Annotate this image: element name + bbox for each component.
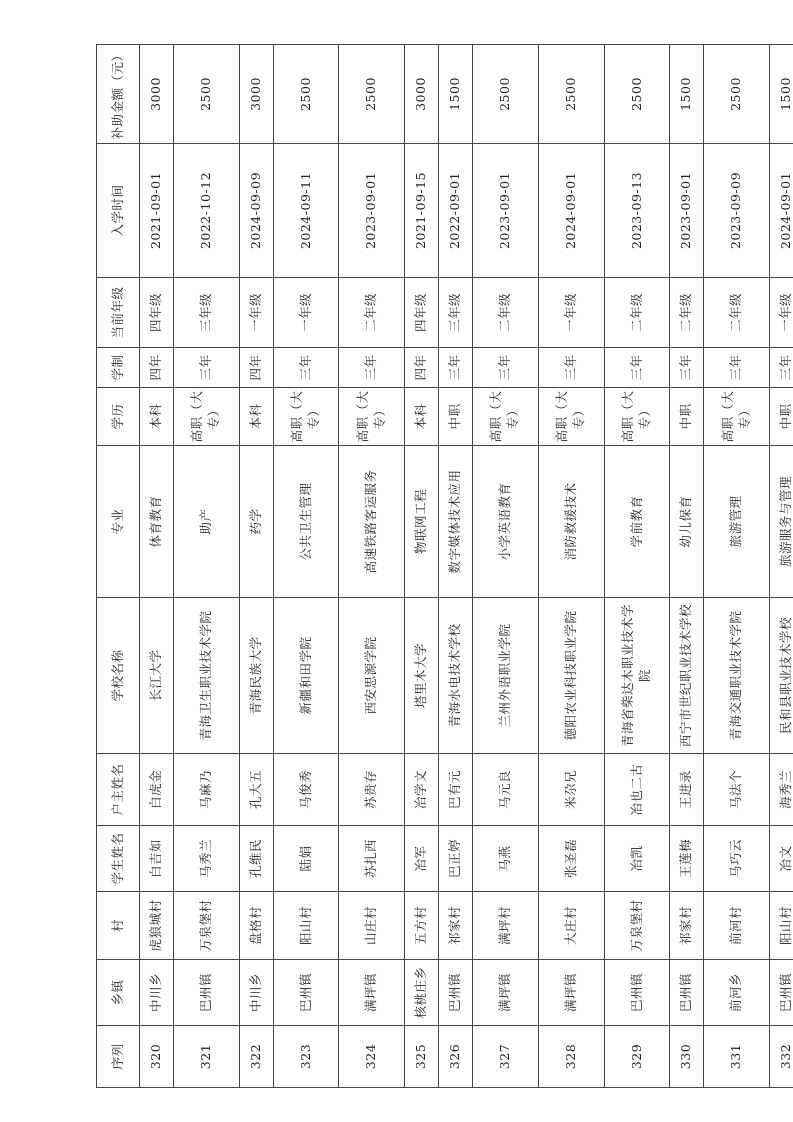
cell-school: 青海省柴达木职业技术学院 bbox=[604, 598, 670, 754]
col-header-householder: 户主姓名 bbox=[97, 754, 140, 826]
cell-amount: 1500 bbox=[670, 45, 704, 144]
col-header-education: 学历 bbox=[97, 388, 140, 446]
cell-householder: 苏贵存 bbox=[339, 754, 405, 826]
cell-village: 山庄村 bbox=[339, 892, 405, 960]
cell-major: 物联网工程 bbox=[405, 446, 439, 598]
cell-village: 万泉堡村 bbox=[173, 892, 239, 960]
cell-major: 小学英语教育 bbox=[472, 446, 538, 598]
cell-duration: 三年 bbox=[604, 348, 670, 388]
table-row bbox=[472, 45, 538, 1088]
cell-village: 阳山村 bbox=[273, 892, 339, 960]
cell-seq: 325 bbox=[405, 1026, 439, 1088]
cell-householder: 马元良 bbox=[472, 754, 538, 826]
cell-village: 万泉堡村 bbox=[604, 892, 670, 960]
cell-householder: 孔大五 bbox=[239, 754, 273, 826]
cell-school: 青海交通职业技术学院 bbox=[704, 598, 770, 754]
col-header-duration: 学制 bbox=[97, 348, 140, 388]
cell-enroll: 2024-09-11 bbox=[273, 144, 339, 278]
cell-grade: 三年级 bbox=[439, 278, 473, 348]
cell-education: 高职（大专） bbox=[173, 388, 239, 446]
cell-major: 旅游管理 bbox=[704, 446, 770, 598]
table-row bbox=[439, 45, 473, 1088]
table-row bbox=[239, 45, 273, 1088]
cell-grade: 二年级 bbox=[704, 278, 770, 348]
cell-enroll: 2024-09-09 bbox=[239, 144, 273, 278]
cell-major: 数字媒体技术应用 bbox=[439, 446, 473, 598]
cell-student: 陆娟 bbox=[273, 826, 339, 892]
cell-school: 兰州外语职业学院 bbox=[472, 598, 538, 754]
col-header-town: 乡镇 bbox=[97, 960, 140, 1026]
cell-householder: 马法个 bbox=[704, 754, 770, 826]
cell-town: 满坪镇 bbox=[538, 960, 604, 1026]
cell-education: 高职（大专） bbox=[538, 388, 604, 446]
cell-school: 新疆和田学院 bbox=[273, 598, 339, 754]
cell-village: 盘格村 bbox=[239, 892, 273, 960]
cell-town: 巴州镇 bbox=[670, 960, 704, 1026]
cell-grade: 一年级 bbox=[239, 278, 273, 348]
cell-student: 白吉如 bbox=[140, 826, 174, 892]
col-header-village: 村 bbox=[97, 892, 140, 960]
cell-town: 核桃庄乡 bbox=[405, 960, 439, 1026]
cell-town: 巴州镇 bbox=[770, 960, 793, 1026]
cell-town: 满坪镇 bbox=[339, 960, 405, 1026]
cell-grade: 一年级 bbox=[770, 278, 793, 348]
cell-student: 马秀兰 bbox=[173, 826, 239, 892]
cell-duration: 三年 bbox=[439, 348, 473, 388]
cell-student: 冶文 bbox=[770, 826, 793, 892]
cell-amount: 3000 bbox=[140, 45, 174, 144]
cell-school: 西安思源学院 bbox=[339, 598, 405, 754]
cell-village: 前河村 bbox=[704, 892, 770, 960]
cell-major: 旅游服务与管理 bbox=[770, 446, 793, 598]
cell-duration: 四年 bbox=[140, 348, 174, 388]
cell-grade: 四年级 bbox=[140, 278, 174, 348]
cell-village: 五方村 bbox=[405, 892, 439, 960]
cell-duration: 三年 bbox=[770, 348, 793, 388]
cell-seq: 329 bbox=[604, 1026, 670, 1088]
table-body bbox=[140, 45, 793, 1088]
cell-seq: 321 bbox=[173, 1026, 239, 1088]
cell-enroll: 2021-09-01 bbox=[140, 144, 174, 278]
cell-village: 大庄村 bbox=[538, 892, 604, 960]
cell-school: 青海民族大学 bbox=[239, 598, 273, 754]
cell-grade: 一年级 bbox=[273, 278, 339, 348]
cell-grade: 一年级 bbox=[538, 278, 604, 348]
col-header-school: 学校名称 bbox=[97, 598, 140, 754]
cell-duration: 三年 bbox=[472, 348, 538, 388]
cell-education: 本科 bbox=[140, 388, 174, 446]
table-row bbox=[339, 45, 405, 1088]
col-header-seq: 序列 bbox=[97, 1026, 140, 1088]
cell-education: 高职（大专） bbox=[273, 388, 339, 446]
cell-education: 本科 bbox=[405, 388, 439, 446]
cell-major: 消防救援技术 bbox=[538, 446, 604, 598]
header-row bbox=[97, 45, 140, 1088]
cell-student: 张圣磊 bbox=[538, 826, 604, 892]
table-row bbox=[273, 45, 339, 1088]
cell-major: 药学 bbox=[239, 446, 273, 598]
cell-student: 冶军 bbox=[405, 826, 439, 892]
cell-duration: 三年 bbox=[273, 348, 339, 388]
cell-school: 青海水电技术学校 bbox=[439, 598, 473, 754]
cell-grade: 四年级 bbox=[405, 278, 439, 348]
table-row bbox=[405, 45, 439, 1088]
cell-town: 中川乡 bbox=[140, 960, 174, 1026]
cell-amount: 3000 bbox=[239, 45, 273, 144]
cell-duration: 三年 bbox=[704, 348, 770, 388]
cell-duration: 三年 bbox=[173, 348, 239, 388]
cell-enroll: 2022-09-01 bbox=[439, 144, 473, 278]
cell-student: 马巧云 bbox=[704, 826, 770, 892]
col-header-major: 专业 bbox=[97, 446, 140, 598]
cell-major: 学前教育 bbox=[604, 446, 670, 598]
table-row bbox=[704, 45, 770, 1088]
cell-enroll: 2022-10-12 bbox=[173, 144, 239, 278]
cell-major: 公共卫生管理 bbox=[273, 446, 339, 598]
cell-enroll: 2023-09-09 bbox=[704, 144, 770, 278]
cell-education: 本科 bbox=[239, 388, 273, 446]
col-header-amount: 补助金额（元） bbox=[97, 45, 140, 144]
cell-education: 中职 bbox=[670, 388, 704, 446]
cell-student: 巴正婷 bbox=[439, 826, 473, 892]
table-row bbox=[140, 45, 174, 1088]
cell-school: 德阳农业科技职业学院 bbox=[538, 598, 604, 754]
cell-enroll: 2023-09-01 bbox=[472, 144, 538, 278]
cell-village: 虎狼城村 bbox=[140, 892, 174, 960]
cell-amount: 3000 bbox=[405, 45, 439, 144]
cell-town: 中川乡 bbox=[239, 960, 273, 1026]
cell-student: 苏扎西 bbox=[339, 826, 405, 892]
rotated-page bbox=[96, 45, 793, 1088]
cell-duration: 三年 bbox=[538, 348, 604, 388]
cell-duration: 四年 bbox=[239, 348, 273, 388]
cell-enroll: 2023-09-13 bbox=[604, 144, 670, 278]
cell-town: 巴州镇 bbox=[604, 960, 670, 1026]
cell-grade: 三年级 bbox=[173, 278, 239, 348]
cell-seq: 322 bbox=[239, 1026, 273, 1088]
cell-householder: 王进录 bbox=[670, 754, 704, 826]
cell-seq: 320 bbox=[140, 1026, 174, 1088]
cell-village: 满坪村 bbox=[472, 892, 538, 960]
cell-education: 高职（大专） bbox=[604, 388, 670, 446]
cell-enroll: 2023-09-01 bbox=[339, 144, 405, 278]
cell-town: 巴州镇 bbox=[273, 960, 339, 1026]
cell-seq: 327 bbox=[472, 1026, 538, 1088]
cell-seq: 324 bbox=[339, 1026, 405, 1088]
cell-enroll: 2024-09-01 bbox=[770, 144, 793, 278]
cell-village: 祁家村 bbox=[670, 892, 704, 960]
cell-enroll: 2021-09-15 bbox=[405, 144, 439, 278]
cell-amount: 2500 bbox=[538, 45, 604, 144]
cell-enroll: 2023-09-01 bbox=[670, 144, 704, 278]
cell-grade: 二年级 bbox=[472, 278, 538, 348]
cell-education: 高职（大专） bbox=[339, 388, 405, 446]
cell-major: 幼儿保育 bbox=[670, 446, 704, 598]
cell-seq: 331 bbox=[704, 1026, 770, 1088]
cell-grade: 二年级 bbox=[339, 278, 405, 348]
cell-duration: 三年 bbox=[339, 348, 405, 388]
cell-school: 长江大学 bbox=[140, 598, 174, 754]
cell-student: 王莲梅 bbox=[670, 826, 704, 892]
cell-householder: 马俊秀 bbox=[273, 754, 339, 826]
cell-town: 巴州镇 bbox=[173, 960, 239, 1026]
cell-seq: 328 bbox=[538, 1026, 604, 1088]
cell-village: 祁家村 bbox=[439, 892, 473, 960]
cell-householder: 巴有元 bbox=[439, 754, 473, 826]
cell-village: 阳山村 bbox=[770, 892, 793, 960]
cell-amount: 1500 bbox=[439, 45, 473, 144]
table-row bbox=[538, 45, 604, 1088]
subsidy-table bbox=[96, 44, 793, 1088]
cell-grade: 二年级 bbox=[604, 278, 670, 348]
col-header-enroll: 入学时间 bbox=[97, 144, 140, 278]
cell-householder: 海秀兰 bbox=[770, 754, 793, 826]
cell-school: 青海卫生职业技术学院 bbox=[173, 598, 239, 754]
table-row bbox=[670, 45, 704, 1088]
cell-school: 西宁市世纪职业技术学校 bbox=[670, 598, 704, 754]
cell-amount: 2500 bbox=[704, 45, 770, 144]
cell-education: 中职 bbox=[439, 388, 473, 446]
cell-school: 塔里木大学 bbox=[405, 598, 439, 754]
table-row bbox=[173, 45, 239, 1088]
cell-student: 孔维民 bbox=[239, 826, 273, 892]
cell-householder: 马麻乃 bbox=[173, 754, 239, 826]
cell-amount: 2500 bbox=[604, 45, 670, 144]
cell-seq: 330 bbox=[670, 1026, 704, 1088]
cell-seq: 326 bbox=[439, 1026, 473, 1088]
cell-grade: 二年级 bbox=[670, 278, 704, 348]
cell-town: 前河乡 bbox=[704, 960, 770, 1026]
cell-seq: 332 bbox=[770, 1026, 793, 1088]
cell-enroll: 2024-09-01 bbox=[538, 144, 604, 278]
cell-amount: 2500 bbox=[273, 45, 339, 144]
cell-student: 冶凯 bbox=[604, 826, 670, 892]
cell-education: 高职（大专） bbox=[704, 388, 770, 446]
cell-education: 中职 bbox=[770, 388, 793, 446]
cell-major: 高速铁路客运服务 bbox=[339, 446, 405, 598]
cell-major: 助产 bbox=[173, 446, 239, 598]
table-row bbox=[770, 45, 793, 1088]
cell-seq: 323 bbox=[273, 1026, 339, 1088]
table-row bbox=[604, 45, 670, 1088]
cell-education: 高职（大专） bbox=[472, 388, 538, 446]
cell-duration: 三年 bbox=[670, 348, 704, 388]
cell-amount: 2500 bbox=[472, 45, 538, 144]
cell-householder: 冶也二古 bbox=[604, 754, 670, 826]
cell-town: 巴州镇 bbox=[439, 960, 473, 1026]
cell-major: 体育教育 bbox=[140, 446, 174, 598]
cell-town: 满坪镇 bbox=[472, 960, 538, 1026]
cell-householder: 冶学文 bbox=[405, 754, 439, 826]
cell-householder: 米尕兄 bbox=[538, 754, 604, 826]
cell-student: 马燕 bbox=[472, 826, 538, 892]
cell-amount: 2500 bbox=[173, 45, 239, 144]
cell-duration: 四年 bbox=[405, 348, 439, 388]
cell-school: 民和县职业技术学校 bbox=[770, 598, 793, 754]
col-header-student: 学生姓名 bbox=[97, 826, 140, 892]
col-header-grade: 当前年级 bbox=[97, 278, 140, 348]
cell-amount: 1500 bbox=[770, 45, 793, 144]
cell-amount: 2500 bbox=[339, 45, 405, 144]
cell-householder: 白虎金 bbox=[140, 754, 174, 826]
